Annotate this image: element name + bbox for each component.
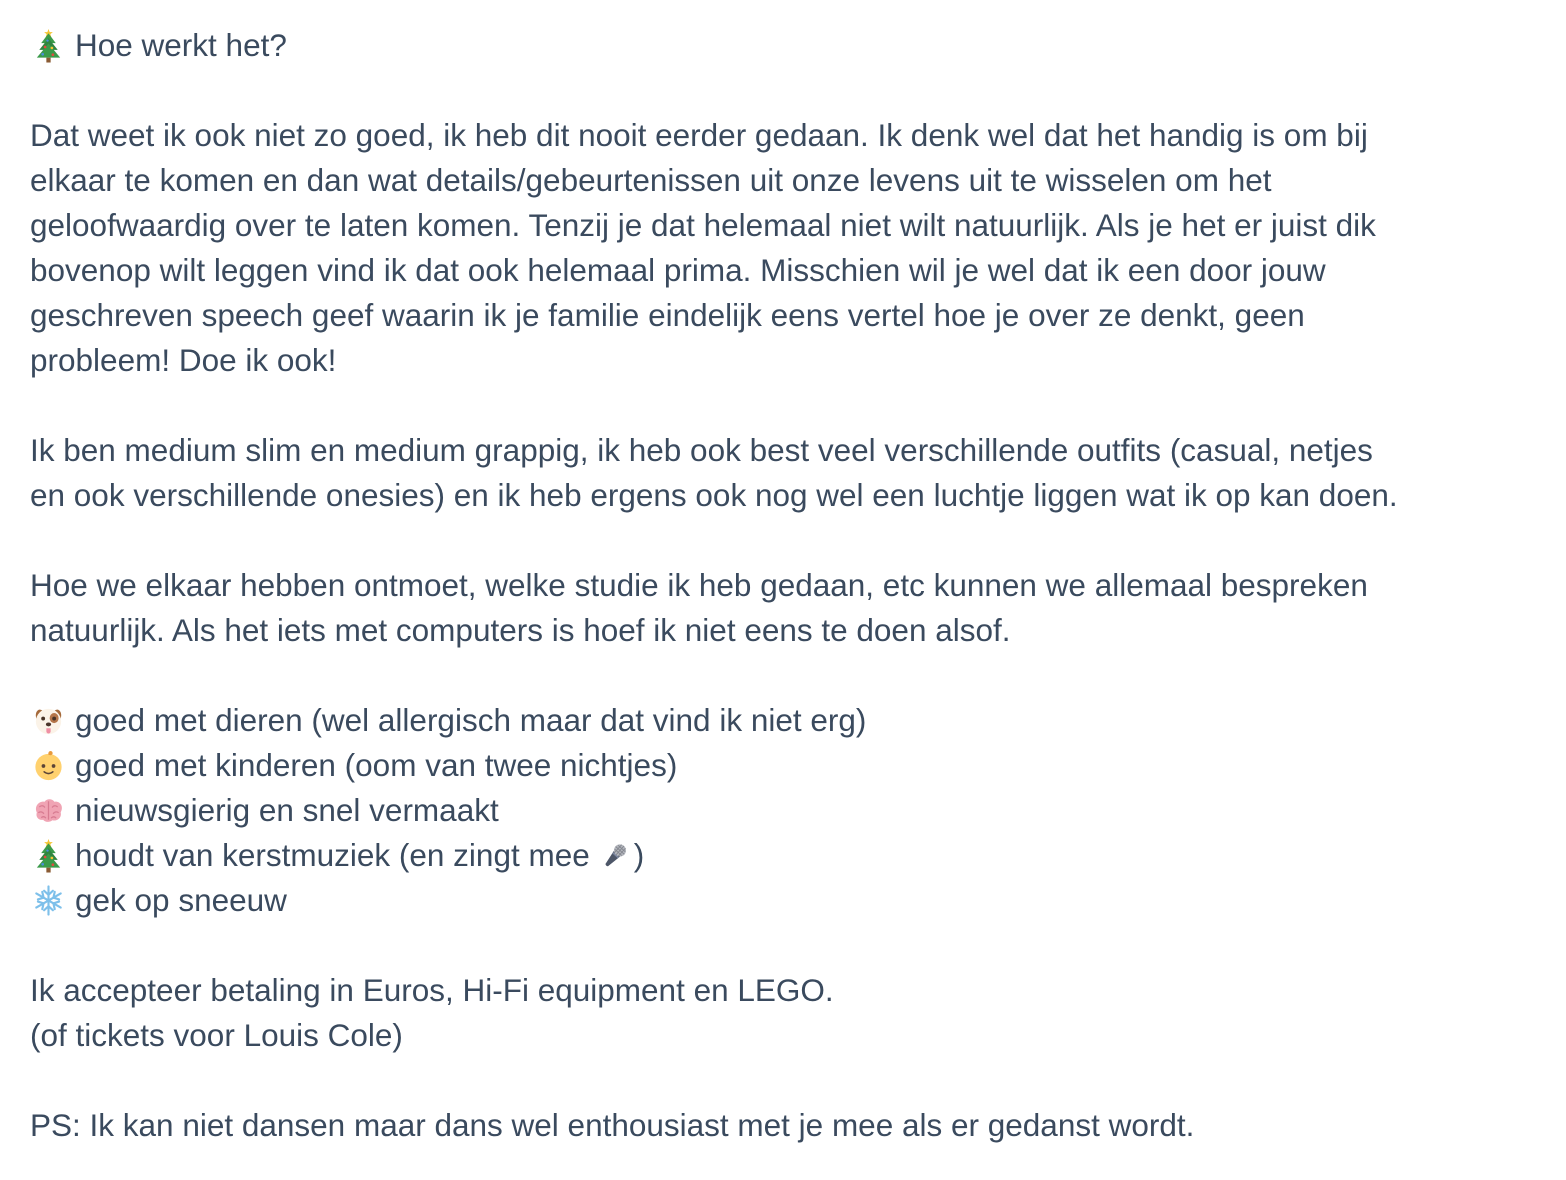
trait-text: gek op sneeuw: [75, 882, 287, 918]
paragraph-line: probleem! Doe ik ook!: [30, 342, 337, 378]
paragraph: [30, 428, 1536, 518]
christmas-tree-icon: [30, 833, 67, 878]
trait-item-christmas-music: [30, 833, 1536, 878]
paragraph: [30, 563, 1536, 653]
microphone-icon: [599, 833, 630, 878]
paragraph-line: en ook verschillende onesies) en ik heb ergens ook nog wel een luchtje liggen wat ik op kan doen.: [30, 477, 1398, 513]
paragraph-line: Dat weet ik ook niet zo goed, ik heb dit nooit eerder gedaan. Ik denk wel dat het handig is om bij: [30, 117, 1368, 153]
christmas-tree-icon: [30, 23, 67, 68]
trait-item-curious: [30, 788, 1536, 833]
trait-item-animals: [30, 698, 1536, 743]
paragraph: [30, 113, 1536, 383]
postscript-paragraph: [30, 1103, 1536, 1148]
paragraph-line: natuurlijk. Als het iets met computers is hoef ik niet eens te doen alsof.: [30, 612, 1011, 648]
payment-paragraph: [30, 968, 1536, 1058]
heading-text: Hoe werkt het?: [75, 27, 287, 63]
paragraph-line: Ik accepteer betaling in Euros, Hi-Fi equipment en LEGO.: [30, 972, 834, 1008]
dog-icon: [30, 698, 67, 743]
brain-icon: [30, 788, 67, 833]
paragraph-line: elkaar te komen en dan wat details/gebeurtenissen uit onze levens uit te wisselen om het: [30, 162, 1272, 198]
paragraph-line: Ik ben medium slim en medium grappig, ik heb ook best veel verschillende outfits (casual, netjes: [30, 432, 1373, 468]
baby-icon: [30, 743, 67, 788]
traits-list: [30, 698, 1536, 923]
snowflake-icon: [30, 878, 67, 923]
trait-text: nieuwsgierig en snel vermaakt: [75, 792, 499, 828]
trait-item-snow: [30, 878, 1536, 923]
paragraph-line: geloofwaardig over te laten komen. Tenzij je dat helemaal niet wilt natuurlijk. Als je het er juist dik: [30, 207, 1376, 243]
postscript-line: PS: Ik kan niet dansen maar dans wel enthousiast met je mee als er gedanst wordt.: [30, 1107, 1195, 1143]
paragraph-line: bovenop wilt leggen vind ik dat ook helemaal prima. Misschien wil je wel dat ik een door jouw: [30, 252, 1326, 288]
page-heading: [30, 23, 1536, 68]
trait-text: houdt van kerstmuziek (en zingt mee: [75, 837, 590, 873]
trait-text: goed met dieren (wel allergisch maar dat vind ik niet erg): [75, 702, 867, 738]
trait-item-children: [30, 743, 1536, 788]
paragraph-line: Hoe we elkaar hebben ontmoet, welke studie ik heb gedaan, etc kunnen we allemaal bespreken: [30, 567, 1368, 603]
trait-text: goed met kinderen (oom van twee nichtjes): [75, 747, 678, 783]
paragraph-line: geschreven speech geef waarin ik je familie eindelijk eens vertel hoe je over ze denkt, geen: [30, 297, 1305, 333]
trait-text-after: ): [633, 837, 645, 873]
paragraph-line: (of tickets voor Louis Cole): [30, 1017, 403, 1053]
